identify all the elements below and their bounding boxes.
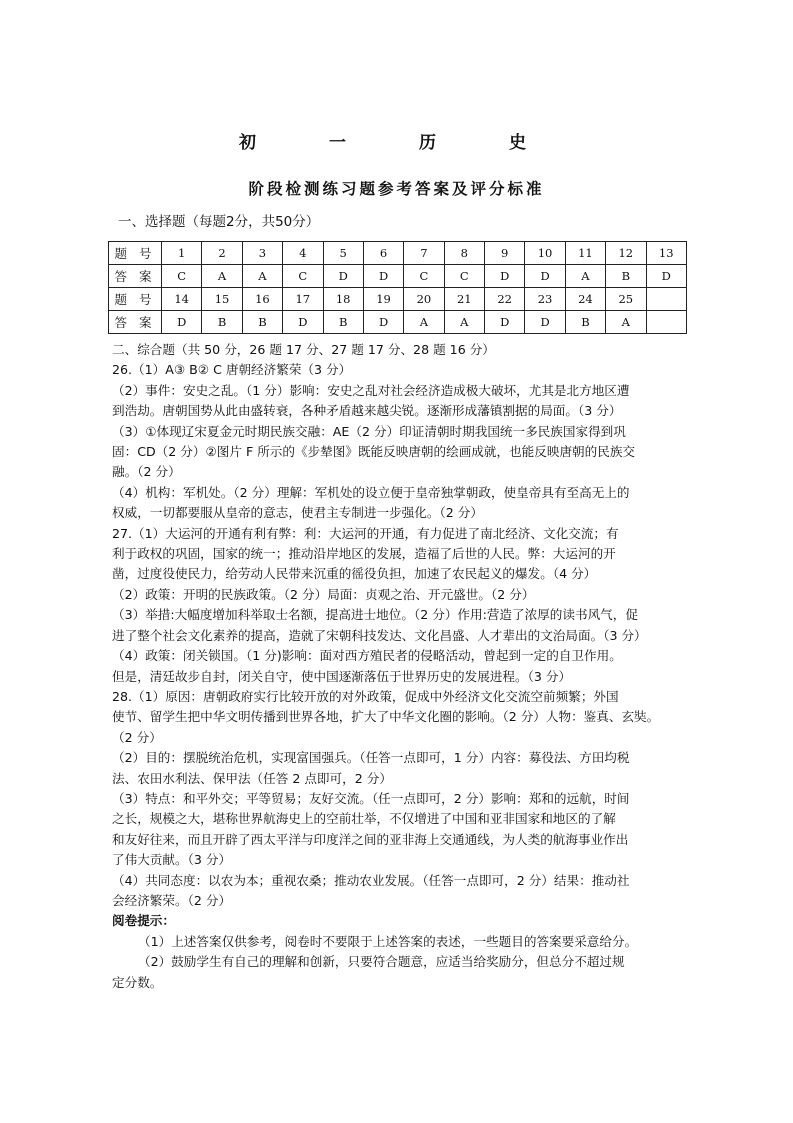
table-cell: 13 — [646, 242, 687, 265]
table-cell: B — [565, 311, 605, 334]
answer-line: （2）目的：摆脱统治危机，实现富国强兵。（任答一点即可，1 分）内容：募役法、方田均税 — [112, 750, 630, 766]
answer-line: （3）①体现辽宋夏金元时期民族交融：AE（2 分）印证清朝时期我国统一多民族国家得到巩 — [112, 423, 626, 439]
answer-line: 会经济繁荣。（2 分） — [112, 892, 232, 908]
answer-line: 权威，一切都要服从皇帝的意志，使君主专制进一步强化。（2 分） — [112, 505, 483, 521]
table-cell — [646, 311, 687, 334]
answer-line: （2 分） — [112, 729, 162, 745]
answer-line: 27.（1）大运河的开通有利有弊：利：大运河的开通，有力促进了南北经济、文化交流；有 — [112, 525, 619, 541]
answer-line: 到浩劫。唐朝国势从此由盛转衰，各种矛盾越来越尖锐。逐渐形成藩镇割据的局面。（3 分） — [112, 403, 622, 419]
table-row-label: 答 案 — [109, 311, 162, 334]
table-cell: 6 — [363, 242, 403, 265]
table-cell: B — [606, 265, 646, 288]
answer-line: 利于政权的巩固，国家的统一；推动沿岸地区的发展，造福了后世的人民。弊：大运河的开 — [112, 546, 616, 562]
answer-line: 融。（2 分） — [112, 464, 181, 480]
answer-line: 凿，过度役使民力，给劳动人民带来沉重的徭役负担，加速了农民起义的爆发。（4 分） — [112, 566, 597, 582]
answer-line: （4）政策：闭关锁国。（1 分)影响：面对西方殖民者的侵略活动，曾起到一定的自卫作用。 — [112, 648, 622, 664]
answer-line: 法、农田水利法、保甲法（任答 2 点即可，2 分） — [112, 770, 392, 786]
table-cell: B — [242, 311, 282, 334]
answer-table — [108, 241, 687, 334]
table-row — [109, 242, 687, 265]
table-cell: 2 — [202, 242, 242, 265]
table-row — [109, 288, 687, 311]
answer-line: （2）事件：安史之乱。（1 分）影响：安史之乱对社会经济造成极大破坏，尤其是北方地区遭 — [112, 382, 630, 398]
table-cell: 9 — [485, 242, 525, 265]
table-row-label: 答 案 — [109, 265, 162, 288]
answer-line: （4）共同态度：以农为本；重视农桑；推动农业发展。（任答一点即可，2 分）结果：推动社 — [112, 872, 630, 888]
table-cell: C — [162, 265, 202, 288]
table-cell: D — [525, 265, 565, 288]
answer-line: 28.（1）原因：唐朝政府实行比较开放的对外政策，促成中外经济文化交流空前频繁；外国 — [112, 688, 619, 704]
table-row — [109, 311, 687, 334]
table-cell: 16 — [242, 288, 282, 311]
table-row-label: 题 号 — [109, 242, 162, 265]
table-cell: 21 — [444, 288, 484, 311]
table-cell: 19 — [363, 288, 403, 311]
table-cell: A — [202, 265, 242, 288]
table-cell: 11 — [565, 242, 605, 265]
section1-heading: 一、选择题（每题2分，共50分） — [118, 214, 320, 230]
answer-line: 但是，清廷故步自封，闭关自守，使中国逐渐落伍于世界历史的发展进程。（3 分） — [112, 668, 572, 684]
table-cell: A — [404, 311, 444, 334]
grading-hint-line: （1）上述答案仅供参考，阅卷时不要限于上述答案的表述，一些题目的答案要采意给分。 — [138, 933, 638, 949]
table-cell: 10 — [525, 242, 565, 265]
table-cell: C — [444, 265, 484, 288]
grading-hint-line: （2）鼓励学生有自己的理解和创新，只要符合题意，应适当给奖励分，但总分不超过规 — [138, 954, 625, 970]
grading-hint-line: 定分数。 — [112, 974, 163, 990]
table-cell: A — [606, 311, 646, 334]
page-title: 初 一 历 史 — [239, 133, 554, 153]
table-cell: 17 — [283, 288, 323, 311]
table-cell: C — [283, 265, 323, 288]
table-cell: 25 — [606, 288, 646, 311]
answer-line: 固：CD（2 分）②图片 F 所示的《步辇图》既能反映唐朝的绘画成就，也能反映唐朝的民族交 — [112, 444, 636, 460]
page-subtitle: 阶段检测练习题参考答案及评分标准 — [248, 179, 545, 198]
table-cell: 5 — [323, 242, 363, 265]
answer-line: 之长，规模之大，堪称世界航海史上的空前壮举，不仅增进了中国和亚非国家和地区的了解 — [112, 811, 616, 827]
table-cell: D — [485, 265, 525, 288]
table-cell: 4 — [283, 242, 323, 265]
table-cell: D — [162, 311, 202, 334]
table-cell: A — [444, 311, 484, 334]
answer-line: 进了整个社会文化素养的提高，造就了宋朝科技发达、文化昌盛、人才辈出的文治局面。（3 分） — [112, 627, 647, 643]
table-cell: B — [323, 311, 363, 334]
table-cell: D — [363, 311, 403, 334]
table-cell: 18 — [323, 288, 363, 311]
table-cell: 22 — [485, 288, 525, 311]
table-cell: 14 — [162, 288, 202, 311]
table-cell: 7 — [404, 242, 444, 265]
table-cell: D — [283, 311, 323, 334]
answer-line: （2）政策：开明的民族政策。（2 分）局面：贞观之治、开元盛世。（2 分） — [112, 586, 535, 602]
table-cell: A — [242, 265, 282, 288]
table-cell: 3 — [242, 242, 282, 265]
table-cell: 12 — [606, 242, 646, 265]
table-cell: 24 — [565, 288, 605, 311]
answer-line: （3）举措:大幅度增加科举取士名额，提高进士地位。（2 分）作用:营造了浓厚的读书风气，促 — [112, 607, 638, 623]
table-row — [109, 265, 687, 288]
table-cell: 20 — [404, 288, 444, 311]
table-cell: B — [202, 311, 242, 334]
table-cell: 23 — [525, 288, 565, 311]
table-cell: 15 — [202, 288, 242, 311]
table-row-label: 题 号 — [109, 288, 162, 311]
table-cell: 1 — [162, 242, 202, 265]
answer-line: 了伟大贡献。（3 分） — [112, 852, 232, 868]
answer-line: （4）机构：军机处。（2 分）理解：军机处的设立便于皇帝独掌朝政，使皇帝具有至高无上的 — [112, 484, 630, 500]
answer-line: 使节、留学生把中华文明传播到世界各地，扩大了中华文化圈的影响。（2 分）人物：鉴真、玄奘。 — [112, 709, 660, 725]
grading-hint-heading: 阅卷提示： — [112, 913, 175, 929]
table-cell: D — [646, 265, 687, 288]
answer-line: 二、综合题（共 50 分，26 题 17 分、27 题 17 分、28 题 16 分） — [112, 342, 495, 357]
answer-line: 和友好往来，而且开辟了西太平洋与印度洋之间的亚非海上交通通线，为人类的航海事业作出 — [112, 831, 629, 847]
answer-text — [112, 340, 682, 993]
table-cell: D — [323, 265, 363, 288]
answer-line: 26.（1）A③ B② C 唐朝经济繁荣（3 分） — [112, 362, 352, 378]
table-cell: C — [404, 265, 444, 288]
table-cell: D — [525, 311, 565, 334]
answer-line: （3）特点：和平外交；平等贸易；友好交流。（任一点即可，2 分）影响：郑和的远航，时间 — [112, 790, 630, 806]
table-cell: D — [485, 311, 525, 334]
table-cell — [646, 288, 687, 311]
table-cell: A — [565, 265, 605, 288]
table-cell: 8 — [444, 242, 484, 265]
table-cell: D — [363, 265, 403, 288]
